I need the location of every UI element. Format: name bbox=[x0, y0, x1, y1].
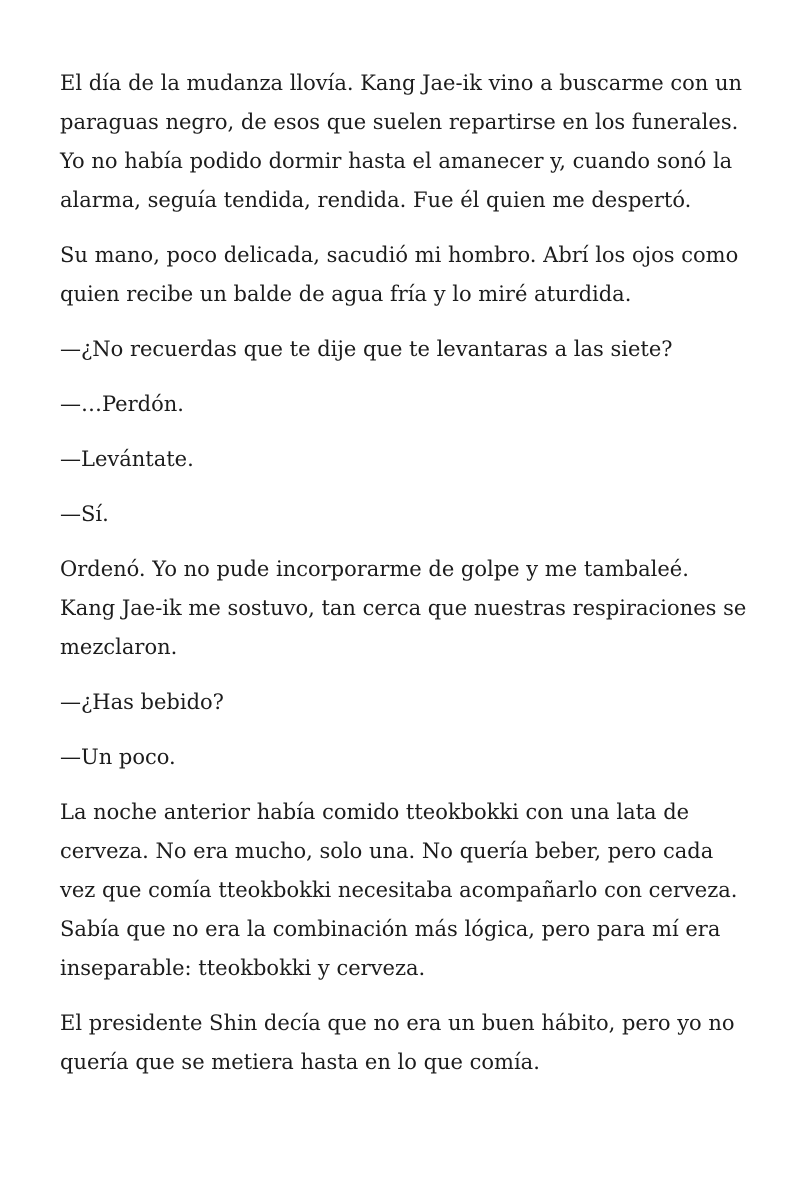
dialogue-line: —Sí. bbox=[60, 502, 109, 526]
dialogue-line: —¿No recuerdas que te dije que te levantaras a las siete? bbox=[60, 337, 673, 361]
dialogue-line: —Levántate. bbox=[60, 447, 194, 471]
paragraph: Ordenó. Yo no pude incorporarme de golpe y me tambaleé. Kang Jae-ik me sostuvo, tan cerca que nuestras respiraciones se mezclaron. bbox=[60, 557, 747, 659]
paragraph: La noche anterior había comido tteokbokki con una lata de cerveza. No era mucho, solo una. No quería beber, pero cada vez que comía tteokbokki necesitaba acompañarlo con cerveza. Sabía que no era la combinación más lógica, pero para mí era inseparable: tteokbokki y cerveza. bbox=[60, 800, 738, 980]
paragraph: Su mano, poco delicada, sacudió mi hombro. Abrí los ojos como quien recibe un balde de agua fría y lo miré aturdida. bbox=[60, 243, 739, 306]
dialogue-line: —…Perdón. bbox=[60, 392, 184, 416]
dialogue-line: —Un poco. bbox=[60, 745, 176, 769]
paragraph: El presidente Shin decía que no era un buen hábito, pero yo no quería que se metiera hasta en lo que comía. bbox=[60, 1011, 735, 1074]
paragraph: El día de la mudanza llovía. Kang Jae-ik vino a buscarme con un paraguas negro, de esos que suelen repartirse en los funerales. Yo no había podido dormir hasta el amanecer y, cuando sonó la alarma, seguía tendida, rendida. Fue él quien me despertó. bbox=[60, 71, 743, 212]
book-page-text bbox=[60, 64, 750, 1098]
dialogue-line: —¿Has bebido? bbox=[60, 690, 224, 714]
